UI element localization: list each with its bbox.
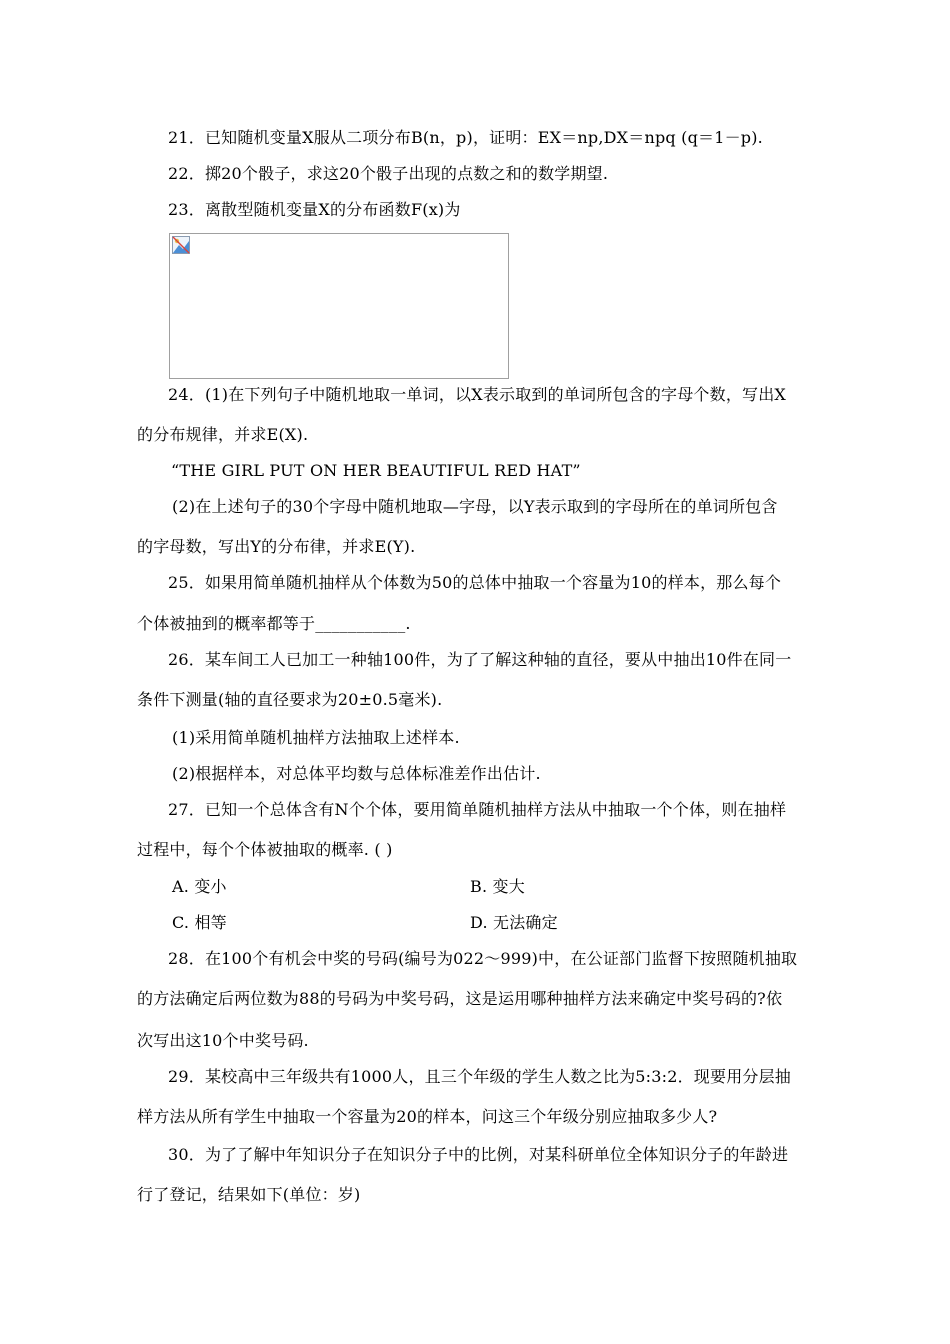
question-28-line2: 的方法确定后两位数为88的号码为中奖号码，这是运用哪种抽样方法来确定中奖号码的?依 xyxy=(137,989,783,1008)
question-30-line1: 30．为了了解中年知识分子在知识分子中的比例，对某科研单位全体知识分子的年龄进 xyxy=(168,1145,789,1164)
question-26-line2: 条件下测量(轴的直径要求为20±0.5毫米). xyxy=(137,690,443,709)
question-24-part2-line2: 的字母数，写出Y的分布律，并求E(Y). xyxy=(137,537,416,556)
question-27-option-d: D. 无法确定 xyxy=(470,913,558,932)
question-27-line2: 过程中，每个个体被抽取的概率. ( ) xyxy=(137,840,393,859)
question-30-line2: 行了登记，结果如下(单位：岁) xyxy=(137,1185,361,1204)
distribution-function-image xyxy=(169,233,509,379)
question-29-line1: 29．某校高中三年级共有1000人，且三个年级的学生人数之比为5:3:2．现要用分层抽 xyxy=(168,1067,791,1086)
question-21: 21．已知随机变量X服从二项分布B(n，p)，证明：EX＝np,DX＝npq (q＝1－p). xyxy=(168,128,763,147)
question-23: 23．离散型随机变量X的分布函数F(x)为 xyxy=(168,200,461,219)
question-26-part1: (1)采用简单随机抽样方法抽取上述样本. xyxy=(172,728,460,747)
question-28-line1: 28．在100个有机会中奖的号码(编号为022～999)中，在公证部门监督下按照随机抽取 xyxy=(168,949,798,968)
question-27-option-a: A. 变小 xyxy=(172,877,227,896)
question-24-line2: 的分布规律，并求E(X). xyxy=(137,425,309,444)
question-27-line1: 27．已知一个总体含有N个个体，要用简单随机抽样方法从中抽取一个个体，则在抽样 xyxy=(168,800,787,819)
question-27-option-b: B. 变大 xyxy=(470,877,525,896)
question-26-line1: 26．某车间工人已加工一种轴100件，为了了解这种轴的直径，要从中抽出10件在同一 xyxy=(168,650,792,669)
question-24-line1: 24．(1)在下列句子中随机地取一单词，以X表示取到的单词所包含的字母个数，写出X xyxy=(168,385,787,404)
question-24-part2-line1: (2)在上述句子的30个字母中随机地取—字母，以Y表示取到的字母所在的单词所包含 xyxy=(172,497,778,516)
question-29-line2: 样方法从所有学生中抽取一个容量为20的样本，问这三个年级分别应抽取多少人? xyxy=(137,1107,718,1126)
question-24-sentence: “THE GIRL PUT ON HER BEAUTIFUL RED HAT” xyxy=(171,461,581,480)
question-25-line1: 25．如果用简单随机抽样从个体数为50的总体中抽取一个容量为10的样本，那么每个 xyxy=(168,573,782,592)
question-27-option-c: C. 相等 xyxy=(172,913,227,932)
broken-image-icon xyxy=(172,236,190,254)
question-25-line2: 个体被抽到的概率都等于___________. xyxy=(137,614,411,633)
question-26-part2: (2)根据样本，对总体平均数与总体标准差作出估计. xyxy=(172,764,541,783)
question-22: 22．掷20个骰子，求这20个骰子出现的点数之和的数学期望. xyxy=(168,164,609,183)
question-28-line3: 次写出这10个中奖号码. xyxy=(137,1031,309,1050)
